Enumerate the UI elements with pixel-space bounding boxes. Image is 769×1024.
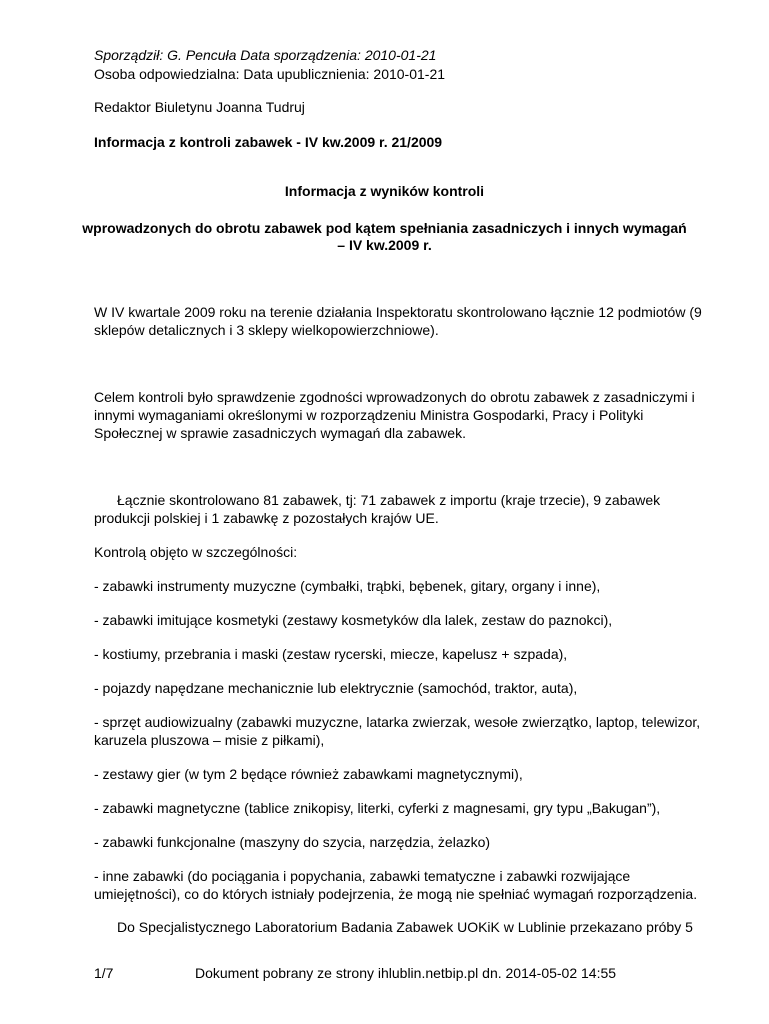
- paragraph-3-line-2: produkcji polskiej i 1 zabawkę z pozostałych krajów UE.: [94, 510, 439, 526]
- responsible-person-line: Osoba odpowiedzialna: Data upublicznienia: 2010-01-21: [94, 66, 446, 82]
- paragraph-2-line-2: innymi wymaganiami określonymi w rozporządzeniu Ministra Gospodarki, Pracy i Polityki: [94, 407, 644, 423]
- list-item-cosmetics: - zabawki imitujące kosmetyki (zestawy kosmetyków dla lalek, zestaw do paznokci),: [94, 612, 613, 628]
- footer-source-line: Dokument pobrany ze strony ihlublin.netbip.pl dn. 2014-05-02 14:55: [195, 965, 617, 981]
- heading-line-1: Informacja z wyników kontroli: [284, 183, 485, 199]
- list-item-vehicles: - pojazdy napędzane mechanicznie lub elektrycznie (samochód, traktor, auta),: [94, 680, 578, 696]
- list-item-functional: - zabawki funkcjonalne (maszyny do szycia, narzędzia, żelazko): [94, 834, 491, 850]
- list-item-instruments: - zabawki instrumenty muzyczne (cymbałki, trąbki, bębenek, gitary, organy i inne),: [94, 578, 601, 594]
- scope-intro: Kontrolą objęto w szczególności:: [94, 544, 298, 560]
- list-item-games: - zestawy gier (w tym 2 będące również zabawkami magnetycznymi),: [94, 766, 523, 782]
- heading-line-3: – IV kw.2009 r.: [337, 237, 432, 253]
- paragraph-2-line-3: Społecznej w sprawie zasadniczych wymagań dla zabawek.: [94, 425, 466, 441]
- list-item-costumes: - kostiumy, przebrania i maski (zestaw rycerski, miecze, kapelusz + szpada),: [94, 646, 568, 662]
- list-item-audiovisual-line-2: karuzela pluszowa – misie z piłkami),: [94, 732, 325, 748]
- closing-line: Do Specjalistycznego Laboratorium Badania Zabawek UOKiK w Lublinie przekazano próby 5: [117, 919, 693, 935]
- paragraph-1-line-2: sklepów detalicznych i 3 sklepy wielkopowierzchniowe).: [94, 322, 439, 338]
- page-number: 1/7: [94, 965, 114, 981]
- prepared-by-line: Sporządził: G. Pencuła Data sporządzenia: 2010-01-21: [94, 47, 437, 63]
- paragraph-2-line-1: Celem kontroli było sprawdzenie zgodności wprowadzonych do obrotu zabawek z zasadniczymi i: [94, 389, 695, 405]
- paragraph-3-line-1: Łącznie skontrolowano 81 zabawek, tj: 71 zabawek z importu (kraje trzecie), 9 zabawek: [117, 492, 661, 508]
- heading-line-2: wprowadzonych do obrotu zabawek pod kątem spełniania zasadniczych i innych wymagań: [82, 220, 687, 236]
- list-item-other-line-2: umiejętności), co do których istniały podejrzenia, że mogą nie spełniać wymagań rozporządzenia.: [94, 886, 698, 902]
- editor-line: Redaktor Biuletynu Joanna Tudruj: [94, 99, 305, 115]
- document-title: Informacja z kontroli zabawek - IV kw.2009 r. 21/2009: [94, 134, 443, 150]
- list-item-audiovisual-line-1: - sprzęt audiowizualny (zabawki muzyczne, latarka zwierzak, wesołe zwierzątko, laptop, telewizor,: [94, 714, 701, 730]
- list-item-other-line-1: - inne zabawki (do pociągania i popychania, zabawki tematyczne i zabawki rozwijające: [94, 868, 631, 884]
- paragraph-1-line-1: W IV kwartale 2009 roku na terenie działania Inspektoratu skontrolowano łącznie 12 podmiotów (9: [94, 304, 702, 320]
- list-item-magnetic: - zabawki magnetyczne (tablice znikopisy, literki, cyferki z magnesami, gry typu „Bakugan”),: [94, 800, 661, 816]
